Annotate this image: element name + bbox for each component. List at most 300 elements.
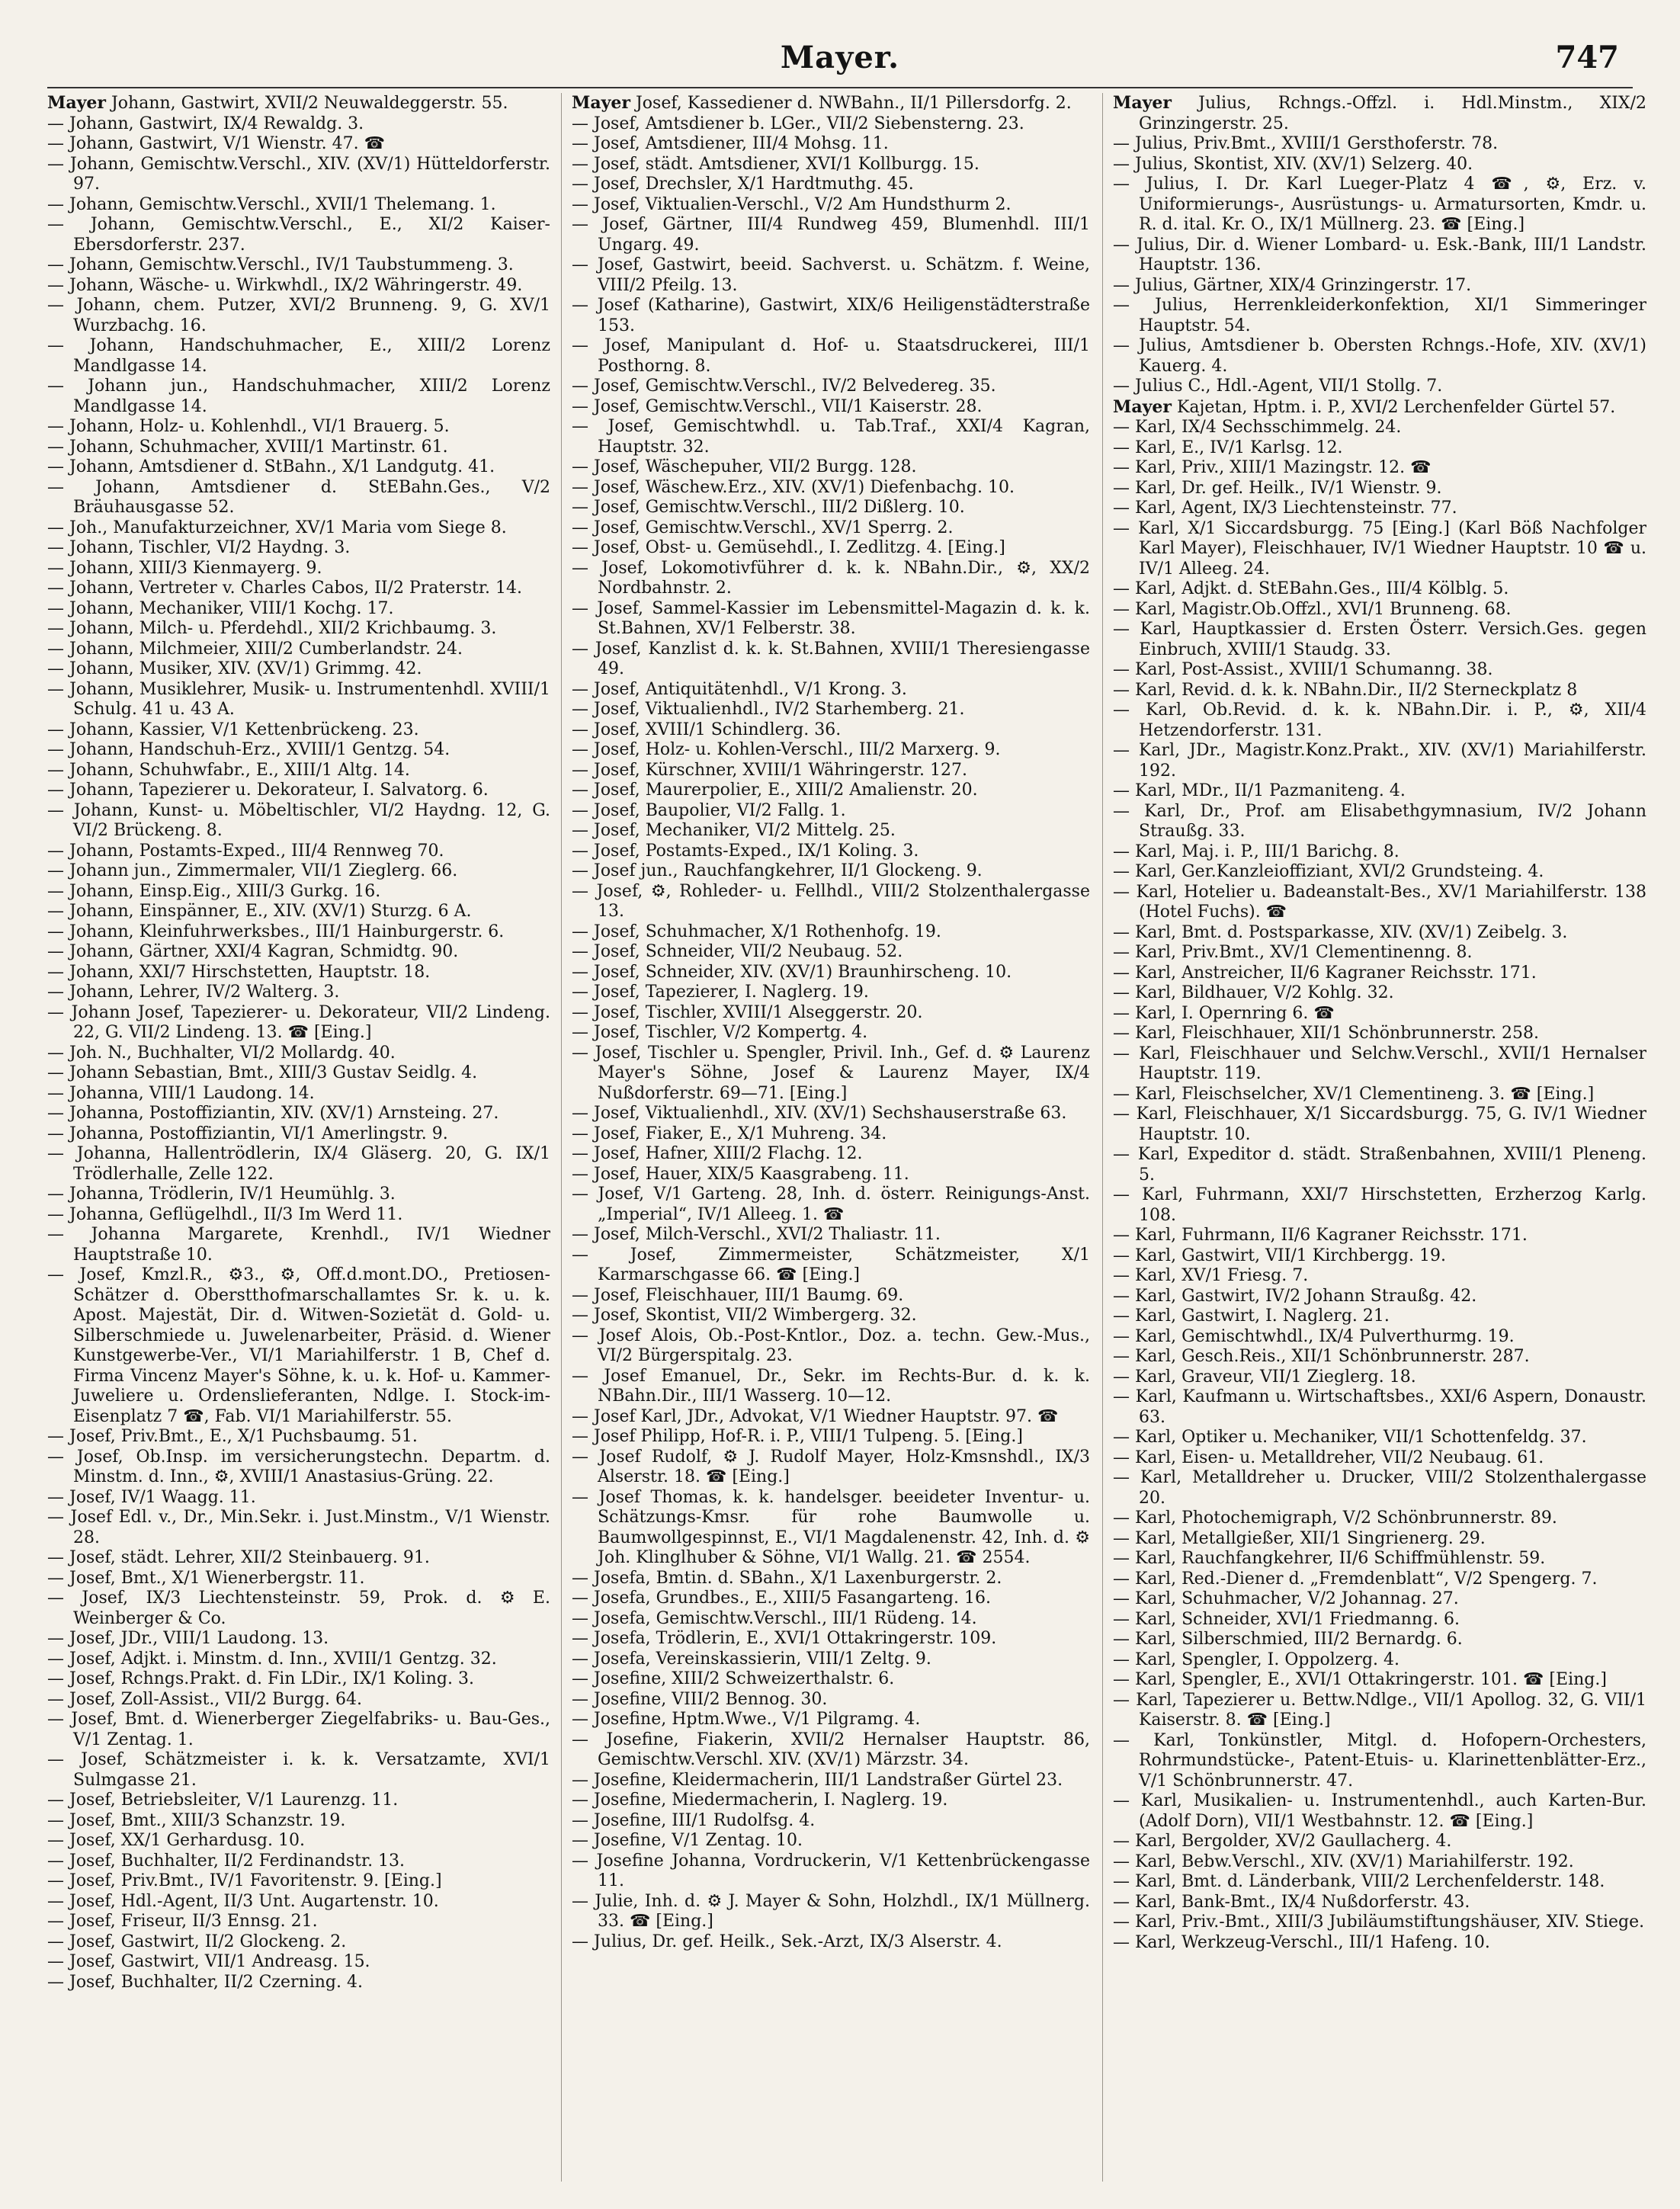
directory-entry — [1113, 701, 1646, 741]
directory-entry — [572, 1488, 1090, 1569]
directory-entry — [47, 336, 550, 377]
entry-text: — Josef, Tischler, XVIII/1 Alseggerstr. 20. — [572, 1002, 923, 1022]
entry-text: — Karl, Silberschmied, III/2 Bernardg. 6. — [1113, 1630, 1463, 1649]
entry-text: — Karl, Gastwirt, I. Naglerg. 21. — [1113, 1306, 1390, 1326]
directory-entry — [47, 417, 550, 438]
directory-entry — [572, 114, 1090, 135]
surname-heading: Mayer — [1113, 396, 1172, 417]
entry-text: — Karl, Agent, IX/3 Liechtensteinstr. 77. — [1113, 499, 1457, 518]
entry-text: — Josef, Lokomotivführer d. k. k. NBahn.Dir., ⚙, XX/2 Nordbahnstr. 2. — [572, 558, 1090, 598]
entry-text: — Josef, XVIII/1 Schindlerg. 36. — [572, 720, 842, 739]
entry-text: — Karl, Metalldreher u. Drucker, VIII/2 Stolzenthalergasse 20. — [1113, 1468, 1646, 1508]
directory-entry — [1113, 1832, 1646, 1852]
entry-text: — Josef, Gemischtwhdl. u. Tab.Traf., XXI/4 Kagran, Hauptstr. 32. — [572, 417, 1090, 457]
directory-entry — [1113, 155, 1646, 175]
entry-text: — Josef, Gärtner, III/4 Rundweg 459, Blumenhdl. III/1 Ungarg. 49. — [572, 215, 1090, 255]
directory-entry — [47, 619, 550, 640]
directory-entry — [572, 882, 1090, 922]
entry-text: — Johann, Gemischtw.Verschl., XIV. (XV/1) Hütteldorferstr. 97. — [47, 154, 550, 194]
entry-list — [572, 93, 1090, 1952]
entry-text: — Johann, Tischler, VI/2 Haydng. 3. — [47, 538, 351, 557]
directory-entry — [572, 457, 1090, 478]
entry-text: — Joh., Manufakturzeichner, XV/1 Maria vom Siege 8. — [47, 518, 507, 537]
directory-entry — [47, 1185, 550, 1205]
entry-text: — Josef, Baupolier, VI/2 Fallg. 1. — [572, 800, 846, 820]
directory-entry — [47, 1508, 550, 1548]
entry-text: — Josef, Drechsler, X/1 Hardtmuthg. 45. — [572, 175, 914, 194]
entry-text: — Josef, Hdl.-Agent, II/3 Unt. Augartenstr. 10. — [47, 1891, 439, 1911]
directory-entry — [572, 1144, 1090, 1165]
entry-text: — Johann, chem. Putzer, XVI/2 Brunneng. 9, G. XV/1 Wurzbachg. 16. — [47, 296, 550, 335]
directory-entry — [1113, 1791, 1646, 1832]
directory-entry — [47, 842, 550, 862]
directory-entry — [47, 1750, 550, 1791]
directory-entry — [47, 1003, 550, 1044]
entry-text: — Josef, Hauer, XIX/5 Kaasgrabeng. 11. — [572, 1164, 909, 1184]
entry-text: — Johanna, VIII/1 Laudong. 14. — [47, 1083, 315, 1103]
directory-entry — [1113, 1104, 1646, 1145]
directory-entry — [47, 1791, 550, 1811]
directory-entry — [47, 640, 550, 660]
directory-entry — [572, 1589, 1090, 1609]
entry-text: — Karl, IX/4 Sechsschimmelg. 24. — [1113, 418, 1402, 437]
entry-text: — Josef, IX/3 Liechtensteinstr. 59, Prok. d. ⚙ E. Weinberger & Co. — [47, 1589, 550, 1628]
entry-text: — Josef, Obst- u. Gemüsehdl., I. Zedlitzg. 4. [Eing.] — [572, 538, 1005, 557]
directory-entry — [47, 1225, 550, 1265]
directory-entry — [572, 1306, 1090, 1326]
directory-entry — [47, 538, 550, 559]
directory-entry — [47, 438, 550, 458]
directory-entry — [1113, 1529, 1646, 1550]
entry-text: — Karl, Optiker u. Mechaniker, VII/1 Schottenfeldg. 37. — [1113, 1428, 1587, 1447]
entry-text: — Karl, Graveur, VII/1 Zieglerg. 18. — [1113, 1367, 1416, 1387]
entry-text: — Josefine, Miedermacherin, I. Naglerg. 19. — [572, 1791, 948, 1810]
directory-entry — [47, 1892, 550, 1912]
directory-entry — [1113, 296, 1646, 336]
entry-text: — Johann Josef, Tapezierer- u. Dekorateur, VII/2 Lindeng. 22, G. VII/2 Lindeng. 13. ☎ [Eing.] — [47, 1002, 550, 1042]
directory-entry — [572, 922, 1090, 943]
entry-text: — Josef, Tapezierer, I. Naglerg. 19. — [572, 983, 869, 1002]
directory-entry — [1113, 1226, 1646, 1246]
entry-text: — Johann, Gemischtw.Verschl., IV/1 Taubstummeng. 3. — [47, 255, 514, 274]
entry-text: — Josefa, Vereinskassierin, VIII/1 Zeltg. 9. — [572, 1649, 931, 1669]
directory-entry — [47, 1952, 550, 1973]
directory-entry — [47, 1629, 550, 1650]
directory-entry — [572, 1669, 1090, 1690]
entry-text: — Johann, Musiker, XIV. (XV/1) Grimmg. 42. — [47, 659, 422, 678]
directory-entry — [572, 498, 1090, 518]
entry-text: — Johann, Gemischtw.Verschl., E., XI/2 Kaiser-Ebersdorferstr. 237. — [47, 215, 550, 255]
entry-text: Kajetan, Hptm. i. P., XVI/2 Lerchenfelder Gürtel 57. — [1176, 397, 1616, 417]
directory-entry — [1113, 943, 1646, 963]
directory-entry — [47, 1852, 550, 1872]
entry-text: — Josef, Hafner, XIII/2 Flachg. 12. — [572, 1144, 863, 1163]
directory-entry — [572, 134, 1090, 155]
entry-text: — Johann, Handschuh-Erz., XVIII/1 Gentzg. 54. — [47, 740, 450, 759]
entry-text: — Josefine, Fiakerin, XVII/2 Hernalser Hauptstr. 86, Gemischtw.Verschl. XIV. (XV/1) Märzstr. 34. — [572, 1730, 1090, 1769]
entry-text: — Josef, Priv.Bmt., E., X/1 Puchsbaumg. 51. — [47, 1427, 418, 1446]
directory-entry — [1113, 1347, 1646, 1367]
directory-entry — [572, 255, 1090, 296]
directory-entry — [1113, 1912, 1646, 1933]
directory-entry — [1113, 1327, 1646, 1348]
entry-text: Julius, Rchngs.-Offzl. i. Hdl.Minstm., XIX/2 Grinzingerstr. 25. — [1139, 94, 1646, 133]
directory-entry — [1113, 963, 1646, 984]
directory-entry — [572, 761, 1090, 781]
directory-entry — [1113, 1508, 1646, 1529]
entry-text: — Johann, Musiklehrer, Musik- u. Instrumentenhdl. XVIII/1 Schulg. 41 u. 43 A. — [47, 679, 550, 719]
entry-text: — Josef, Fleischhauer, III/1 Baumg. 69. — [572, 1285, 904, 1305]
entry-text: — Josef, Gastwirt, beeid. Sachverst. u. Schätzm. f. Weine, VIII/2 Pfeilg. 13. — [572, 255, 1090, 295]
directory-entry — [1113, 519, 1646, 580]
entry-text: — Johanna, Trödlerin, IV/1 Heumühlg. 3. — [47, 1185, 396, 1204]
directory-entry — [572, 1831, 1090, 1852]
directory-entry — [572, 296, 1090, 336]
entry-text: — Karl, Bildhauer, V/2 Kohlg. 32. — [1113, 983, 1394, 1002]
entry-text: — Johann, Mechaniker, VIII/1 Kochg. 17. — [47, 598, 394, 618]
directory-entry — [47, 93, 550, 114]
entry-text: — Josefine Johanna, Vordruckerin, V/1 Kettenbrückengasse 11. — [572, 1851, 1090, 1890]
entry-text: — Julius, Priv.Bmt., XVIII/1 Gersthoferstr. 78. — [1113, 134, 1499, 153]
entry-text: — Josef, Fiaker, E., X/1 Muhreng. 34. — [572, 1124, 887, 1143]
entry-text: — Johann, Gastwirt, IX/4 Rewaldg. 3. — [47, 114, 364, 133]
directory-entry — [1113, 1650, 1646, 1671]
directory-entry — [1113, 134, 1646, 155]
directory-entry — [1113, 1731, 1646, 1792]
directory-entry — [572, 1569, 1090, 1589]
entry-text: — Karl, Gastwirt, IV/2 Johann Straußg. 42. — [1113, 1286, 1477, 1306]
directory-entry — [572, 1730, 1090, 1771]
directory-entry — [572, 983, 1090, 1003]
entry-text: — Karl, Schuhmacher, V/2 Johannag. 27. — [1113, 1589, 1459, 1608]
entry-text: — Johann, Milchmeier, XIII/2 Cumberlandstr. 24. — [47, 639, 463, 659]
entry-text: — Josef, Gastwirt, II/2 Glockeng. 2. — [47, 1932, 347, 1951]
entry-text: — Karl, Gastwirt, VII/1 Kirchbergg. 19. — [1113, 1246, 1447, 1265]
entry-text: — Johanna, Postoffiziantin, XIV. (XV/1) Arnsteing. 27. — [47, 1104, 499, 1123]
directory-entry — [47, 1973, 550, 1993]
directory-entry — [47, 1811, 550, 1832]
entry-text: — Johann, Kleinfuhrwerksbes., III/1 Hainburgerstr. 6. — [47, 922, 505, 941]
directory-entry — [572, 1185, 1090, 1225]
directory-entry — [47, 1084, 550, 1104]
entry-text: — Johann, Holz- u. Kohlenhdl., VI/1 Brauerg. 5. — [47, 417, 450, 436]
directory-entry — [572, 518, 1090, 539]
directory-entry — [572, 175, 1090, 195]
directory-entry — [1113, 600, 1646, 620]
entry-text: — Karl, Musikalien- u. Instrumentenhdl., auch Karten-Bur. (Adolf Dorn), VII/1 Westbahnstr. 12. ☎ [Eing.] — [1113, 1791, 1646, 1831]
directory-entry — [47, 1124, 550, 1145]
entry-text: — Josef, Gemischtw.Verschl., VII/1 Kaiserstr. 28. — [572, 396, 983, 416]
directory-entry — [572, 700, 1090, 720]
directory-entry — [47, 1104, 550, 1124]
directory-entry — [572, 93, 1090, 114]
directory-entry — [1113, 1428, 1646, 1448]
directory-entry — [572, 1286, 1090, 1306]
directory-entry — [1113, 741, 1646, 781]
entry-text: — Josef Emanuel, Dr., Sekr. im Rechts-Bur. d. k. k. NBahn.Dir., III/1 Wasserg. 10—12. — [572, 1366, 1090, 1406]
directory-entry — [572, 1609, 1090, 1630]
entry-text: — Josef, Friseur, II/3 Ennsg. 21. — [47, 1912, 318, 1931]
directory-entry — [1113, 175, 1646, 236]
entry-text: — Josefine, III/1 Rudolfsg. 4. — [572, 1810, 816, 1830]
directory-entry — [1113, 1691, 1646, 1731]
directory-entry — [47, 1548, 550, 1569]
directory-entry — [572, 1892, 1090, 1932]
directory-entry — [47, 114, 550, 135]
directory-entry — [47, 781, 550, 801]
directory-entry — [47, 659, 550, 680]
directory-entry — [1113, 1387, 1646, 1428]
entry-text: — Josef, Betriebsleiter, V/1 Laurenzg. 11. — [47, 1791, 399, 1810]
directory-entry — [572, 155, 1090, 175]
entry-text: — Josef, Schneider, XIV. (XV/1) Braunhirscheng. 10. — [572, 962, 1012, 982]
entry-text: — Julius, Amtsdiener b. Obersten Rchngs.-Hofe, XIV. (XV/1) Kauerg. 4. — [1113, 336, 1646, 376]
entry-text: — Karl, Maj. i. P., III/1 Barichg. 8. — [1113, 842, 1399, 861]
entry-text: — Johann, Amtsdiener d. StBahn., X/1 Landgutg. 41. — [47, 457, 495, 476]
directory-entry — [47, 478, 550, 518]
entry-text: — Josefa, Trödlerin, E., XVI/1 Ottakringerstr. 109. — [572, 1629, 997, 1648]
directory-entry — [572, 1710, 1090, 1730]
header-rule — [47, 87, 1633, 88]
directory-entry — [572, 680, 1090, 701]
entry-text: — Johann, Gastwirt, V/1 Wienstr. 47. ☎ — [47, 134, 386, 153]
directory-entry — [572, 1225, 1090, 1246]
entry-text: — Karl, Hauptkassier d. Ersten Österr. Versich.Ges. gegen Einbruch, XVIII/1 Staudg. 33. — [1113, 620, 1646, 659]
entry-text: — Johann, Schuhwfabr., E., XIII/1 Altg. 14. — [47, 760, 410, 780]
directory-entry — [1113, 1044, 1646, 1085]
column-divider — [1102, 93, 1103, 2182]
entry-text: — Karl, Rauchfangkehrer, II/6 Schiffmühlenstr. 59. — [1113, 1549, 1546, 1568]
directory-entry — [572, 1448, 1090, 1488]
entry-text: — Karl, Eisen- u. Metalldreher, VII/2 Neubaug. 61. — [1113, 1448, 1544, 1467]
directory-entry — [47, 1205, 550, 1226]
directory-entry — [47, 377, 550, 417]
directory-entry — [572, 1811, 1090, 1832]
entry-text: — Josef, Wäschepuher, VII/2 Burgg. 128. — [572, 457, 917, 476]
entry-text: — Josef, IV/1 Waagg. 11. — [47, 1487, 256, 1507]
column-1 — [47, 93, 550, 2182]
entry-text: — Karl, Bank-Bmt., IX/4 Nußdorferstr. 43. — [1113, 1892, 1470, 1912]
directory-entry — [1113, 1085, 1646, 1105]
directory-entry — [572, 640, 1090, 680]
directory-entry — [47, 1063, 550, 1084]
directory-entry — [1113, 1004, 1646, 1024]
directory-entry — [1113, 336, 1646, 377]
entry-text: — Josef, Ob.Insp. im versicherungstechn. Departm. d. Minstm. d. Inn., ⚙, XVIII/1 Anastasius-Grüng. 22. — [47, 1447, 550, 1486]
entry-text: — Karl, Red.-Diener d. „Fremdenblatt“, V/2 Spengerg. 7. — [1113, 1569, 1598, 1589]
directory-entry — [572, 559, 1090, 599]
directory-entry — [572, 1791, 1090, 1811]
directory-entry — [1113, 620, 1646, 660]
directory-entry — [572, 1629, 1090, 1650]
directory-entry — [47, 1669, 550, 1690]
directory-entry — [572, 478, 1090, 499]
column-divider — [561, 93, 562, 2182]
entry-text: — Joh. N., Buchhalter, VI/2 Mollardg. 40. — [47, 1043, 396, 1063]
entry-text: — Josef, ⚙, Rohleder- u. Fellhdl., VIII/2 Stolzenthalergasse 13. — [572, 881, 1090, 921]
entry-text: — Karl, Gemischtwhdl., IX/4 Pulverthurmg. 19. — [1113, 1326, 1515, 1346]
directory-entry — [47, 740, 550, 761]
directory-entry — [47, 276, 550, 297]
directory-entry — [1113, 781, 1646, 802]
directory-entry — [47, 1871, 550, 1892]
entry-text: — Karl, Magistr.Ob.Offzl., XVI/1 Brunneng. 68. — [1113, 599, 1512, 619]
entry-text: — Josef, Schuhmacher, X/1 Rothenhofg. 19. — [572, 922, 941, 941]
entry-text: — Josef Alois, Ob.-Post-Kntlor., Doz. a. techn. Gew.-Mus., VI/2 Bürgerspitalg. 23. — [572, 1326, 1090, 1365]
directory-entry — [47, 559, 550, 579]
directory-entry — [47, 1690, 550, 1710]
entry-text: — Josef, Bmt. d. Wienerberger Ziegelfabriks- u. Bau-Ges., V/1 Zentag. 1. — [47, 1710, 550, 1749]
entry-text: — Josef, Priv.Bmt., IV/1 Favoritenstr. 9. [Eing.] — [47, 1871, 442, 1890]
entry-text: — Josef, Gemischtw.Verschl., XV/1 Sperrg. 2. — [572, 518, 954, 537]
entry-text: — Karl, Hotelier u. Badeanstalt-Bes., XV/1 Mariahilferstr. 138 (Hotel Fuchs). ☎ — [1113, 882, 1646, 922]
entry-text: — Josef, Gastwirt, VII/1 Andreasg. 15. — [47, 1952, 370, 1971]
entry-text: — Josef, Wäschew.Erz., XIV. (XV/1) Diefenbachg. 10. — [572, 477, 1015, 497]
directory-entry — [47, 1569, 550, 1589]
entry-text: — Josef, Viktualien-Verschl., V/2 Am Hundsthurm 2. — [572, 194, 1012, 214]
entry-text: — Josef, V/1 Garteng. 28, Inh. d. österr. Reinigungs-Anst. „Imperial“, IV/1 Alleeg. 1. ☎ — [572, 1185, 1090, 1224]
entry-text: — Karl, Priv.-Bmt., XIII/3 Jubiläumstiftungshäuser, XIV. Stiege. — [1113, 1912, 1645, 1932]
directory-entry — [1113, 1872, 1646, 1893]
entry-text: — Julie, Inh. d. ⚙ J. Mayer & Sohn, Holzhdl., IX/1 Müllnerg. 33. ☎ [Eing.] — [572, 1891, 1090, 1931]
entry-text: — Karl, Gesch.Reis., XII/1 Schönbrunnerstr. 287. — [1113, 1347, 1530, 1366]
entry-text: — Karl, I. Opernring 6. ☎ — [1113, 1003, 1335, 1023]
entry-text: — Josefine, VIII/2 Bennog. 30. — [572, 1689, 828, 1709]
directory-entry — [47, 599, 550, 620]
page-header — [0, 40, 1680, 85]
entry-text: — Josef, städt. Amtsdiener, XVI/1 Kollburgg. 15. — [572, 154, 979, 174]
directory-entry — [572, 377, 1090, 397]
entry-text: — Karl, Bmt. d. Postsparkasse, XIV. (XV/1) Zeibelg. 3. — [1113, 922, 1568, 942]
entry-text: — Johanna Margarete, Krenhdl., IV/1 Wiedner Hauptstraße 10. — [47, 1225, 550, 1265]
entry-text: — Johann, Postamts-Exped., III/4 Rennweg 70. — [47, 841, 444, 861]
directory-entry — [47, 861, 550, 882]
entry-text: — Johann, Handschuhmacher, E., XIII/2 Lorenz Mandlgasse 14. — [47, 336, 550, 376]
directory-entry — [1113, 983, 1646, 1004]
entry-text: — Johann, Lehrer, IV/2 Walterg. 3. — [47, 983, 340, 1002]
directory-entry — [572, 1246, 1090, 1286]
directory-entry — [1113, 1670, 1646, 1691]
directory-entry — [572, 821, 1090, 842]
entry-text: — Josef, Buchhalter, II/2 Ferdinandstr. 13. — [47, 1851, 406, 1871]
directory-entry — [1113, 681, 1646, 701]
entry-text: — Karl, Tonkünstler, Mitgl. d. Hofopern-Orchesters, Rohrmundstücke-, Patent-Etuis- u. Klarinettenblätter-Erz., V/1 Schönbrunnerstr. 47. — [1113, 1730, 1646, 1791]
entry-text: — Josef Edl. v., Dr., Min.Sekr. i. Just.Minstm., V/1 Wienstr. 28. — [47, 1508, 550, 1547]
directory-entry — [1113, 438, 1646, 459]
entry-text: — Josef Thomas, k. k. handelsger. beeideter Inventur- u. Schätzungs-Kmsr. für rohe Baumwolle u. Baumwollgespinnst, E., VI/1 Magdalenenstr. 42, Inh. d. ⚙ Joh. Klinglhuber & Söhne, VI/1 Wallg. 21. ☎ 2554. — [572, 1487, 1090, 1567]
entry-text: — Karl, XV/1 Friesg. 7. — [1113, 1266, 1309, 1285]
entry-text: — Josef (Katharine), Gastwirt, XIX/6 Heiligenstädterstraße 153. — [572, 296, 1090, 335]
entry-text: — Karl, Post-Assist., XVIII/1 Schumanng. 38. — [1113, 660, 1493, 679]
entry-text: Josef, Kassediener d. NWBahn., II/1 Pillersdorfg. 2. — [635, 94, 1072, 113]
directory-entry — [572, 781, 1090, 801]
entry-text: — Karl, Photochemigraph, V/2 Schönbrunnerstr. 89. — [1113, 1508, 1557, 1528]
directory-entry — [47, 1265, 550, 1427]
page-title: Mayer. — [780, 40, 900, 75]
entry-text: — Josefine, Kleidermacherin, III/1 Landstraßer Gürtel 23. — [572, 1770, 1063, 1790]
directory-entry — [1113, 1306, 1646, 1327]
directory-entry — [1113, 1933, 1646, 1954]
directory-entry — [1113, 276, 1646, 297]
directory-entry — [1113, 1569, 1646, 1590]
entry-text: — Johann, Wäsche- u. Wirkwhdl., IX/2 Währingerstr. 49. — [47, 275, 523, 295]
directory-entry — [572, 1124, 1090, 1145]
entry-text: — Josef Karl, JDr., Advokat, V/1 Wiedner Hauptstr. 97. ☎ — [572, 1406, 1059, 1426]
directory-entry — [572, 1690, 1090, 1710]
directory-entry — [1113, 1185, 1646, 1226]
directory-entry — [47, 942, 550, 963]
directory-entry — [572, 1023, 1090, 1044]
entry-text: — Josef, Bmt., XIII/3 Schanzstr. 19. — [47, 1810, 346, 1830]
entry-text: — Julius, I. Dr. Karl Lueger-Platz 4 ☎, ⚙, Erz. v. Uniformierungs-, Ausrüstungs- u. Armatursorten, Kmdr. u. R. d. ital. Kr. O., IX/1 Müllnerg. 23. ☎ [Eing.] — [1113, 175, 1646, 234]
entry-text: — Karl, Spengler, I. Oppolzerg. 4. — [1113, 1650, 1399, 1669]
directory-entry — [572, 1104, 1090, 1124]
entry-text: — Karl, Priv., XIII/1 Mazingstr. 12. ☎ — [1113, 458, 1432, 477]
directory-entry — [47, 255, 550, 276]
column-2 — [572, 93, 1090, 2182]
directory-entry — [572, 397, 1090, 418]
directory-entry — [572, 942, 1090, 963]
entry-text: — Karl, MDr., II/1 Pazmaniteng. 4. — [1113, 781, 1406, 800]
directory-entry — [1113, 1024, 1646, 1044]
directory-entry — [47, 1448, 550, 1488]
entry-text: — Karl, Revid. d. k. k. NBahn.Dir., II/2 Sterneckplatz 8 — [1113, 680, 1578, 700]
entry-text: — Julius, Dr. gef. Heilk., Sek.-Arzt, IX/3 Alserstr. 4. — [572, 1932, 1002, 1951]
directory-entry — [47, 1912, 550, 1932]
entry-text: — Josef, Zimmermeister, Schätzmeister, X/1 Karmarschgasse 66. ☎ [Eing.] — [572, 1245, 1090, 1284]
entry-text: — Johann, Milch- u. Pferdehdl., XII/2 Krichbaumg. 3. — [47, 619, 497, 638]
entry-text: — Karl, Fleischhauer und Selchw.Verschl., XVII/1 Hernalser Hauptstr. 119. — [1113, 1044, 1646, 1083]
entry-text: — Karl, Expeditor d. städt. Straßenbahnen, XVIII/1 Pleneng. 5. — [1113, 1145, 1646, 1185]
entry-text: — Karl, Priv.Bmt., XV/1 Clementinenng. 8. — [1113, 943, 1473, 962]
entry-text: — Karl, Schneider, XVI/1 Friedmanng. 6. — [1113, 1609, 1460, 1629]
entry-text: — Karl, Dr. gef. Heilk., IV/1 Wienstr. 9. — [1113, 478, 1442, 498]
entry-text: — Karl, X/1 Siccardsburgg. 75 [Eing.] (Karl Böß Nachfolger Karl Mayer), Fleischhauer, IV/1 Wiedner Hauptstr. 10 ☎ u. IV/1 Alleeg. 24. — [1113, 518, 1646, 579]
entry-text: — Johann, Gärtner, XXI/4 Kagran, Schmidtg. 90. — [47, 942, 459, 961]
surname-heading: Mayer — [572, 93, 630, 113]
entry-text: — Johann Sebastian, Bmt., XIII/3 Gustav Seidlg. 4. — [47, 1063, 478, 1082]
directory-entry — [572, 1003, 1090, 1024]
entry-list — [47, 93, 550, 1993]
entry-text: — Karl, Spengler, E., XVI/1 Ottakringerstr. 101. ☎ [Eing.] — [1113, 1670, 1607, 1689]
directory-entry — [572, 215, 1090, 255]
directory-entry — [1113, 802, 1646, 842]
entry-text: — Julius, Dir. d. Wiener Lombard- u. Esk.-Bank, III/1 Landstr. Hauptstr. 136. — [1113, 235, 1646, 274]
entry-text: — Johann jun., Handschuhmacher, XIII/2 Lorenz Mandlgasse 14. — [47, 377, 550, 416]
entry-text: — Johann, Kunst- u. Möbeltischler, VI/2 Haydng. 12, G. VI/2 Brückeng. 8. — [47, 800, 550, 840]
entry-text: — Josef Philipp, Hof-R. i. P., VIII/1 Tulpeng. 5. [Eing.] — [572, 1427, 1023, 1446]
entry-text: — Karl, E., IV/1 Karlsg. 12. — [1113, 438, 1343, 457]
directory-entry — [572, 195, 1090, 216]
entry-text: — Karl, Tapezierer u. Bettw.Ndlge., VII/1 Apollog. 32, G. VII/1 Kaiserstr. 8. ☎ [Eing.] — [1113, 1690, 1646, 1730]
entry-text: — Josef, Tischler u. Spengler, Privil. Inh., Gef. d. ⚙ Laurenz Mayer's Söhne, Josef & Laurenz Mayer, IX/4 Nußdorferstr. 69—71. [Eing.] — [572, 1043, 1090, 1103]
entry-text: — Karl, Fleischselcher, XV/1 Clementineng. 3. ☎ [Eing.] — [1113, 1084, 1595, 1104]
directory-entry — [1113, 579, 1646, 600]
directory-entry — [1113, 1367, 1646, 1388]
directory-entry — [1113, 1246, 1646, 1267]
entry-text: — Josefine, Hptm.Wwe., V/1 Pilgramg. 4. — [572, 1710, 921, 1729]
entry-text: — Josef Rudolf, ⚙ J. Rudolf Mayer, Holz-Kmsnshdl., IX/3 Alserstr. 18. ☎ [Eing.] — [572, 1447, 1090, 1486]
directory-entry — [572, 1427, 1090, 1448]
directory-entry — [47, 1427, 550, 1448]
entry-text: — Johann, XXI/7 Hirschstetten, Hauptstr. 18. — [47, 962, 431, 982]
entry-text: — Josef, XX/1 Gerhardusg. 10. — [47, 1831, 305, 1850]
entry-text: — Josef, Kürschner, XVIII/1 Währingerstr. 127. — [572, 760, 967, 780]
directory-entry — [1113, 397, 1646, 418]
entry-text: — Johann, Gemischtw.Verschl., XVII/1 Thelemang. 1. — [47, 194, 496, 214]
directory-entry — [572, 1650, 1090, 1670]
entry-text: — Josef, Schätzmeister i. k. k. Versatzamte, XVI/1 Sulmgasse 21. — [47, 1750, 550, 1790]
